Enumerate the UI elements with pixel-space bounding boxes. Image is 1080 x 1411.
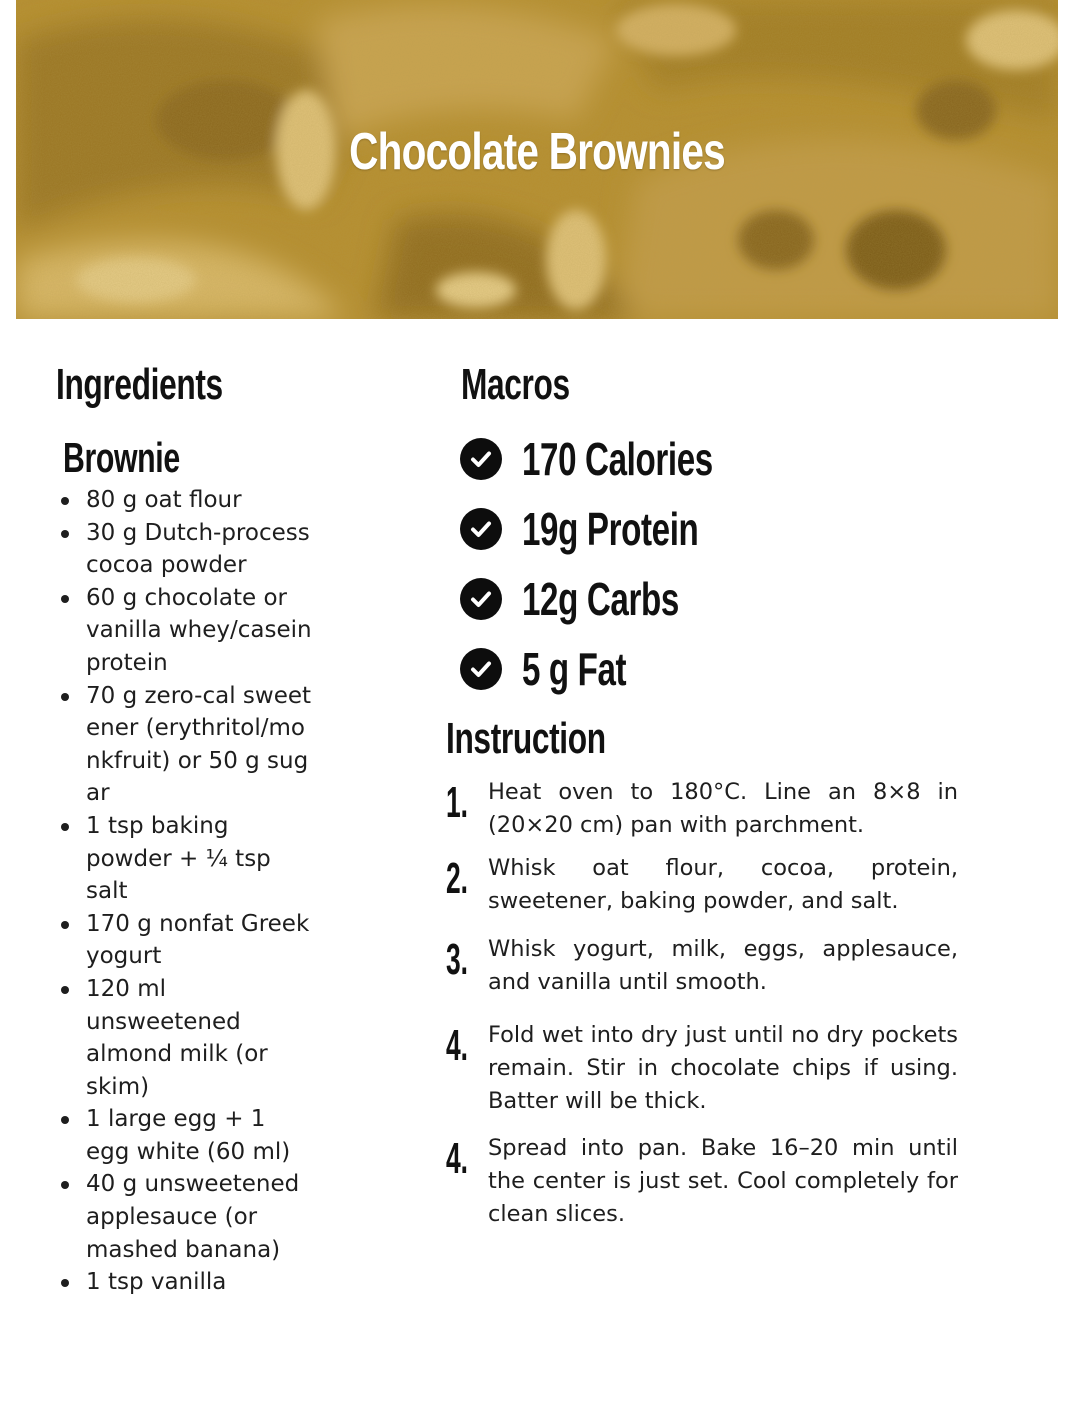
step-text: Spread into pan. Bake 16–20 min until the center is just set. Cool completely for clean slices.: [488, 1135, 958, 1227]
list-item: 80 g oat flour: [56, 484, 316, 517]
instruction-heading: Instruction: [446, 714, 606, 763]
list-item: 120 ml unsweetened almond milk (or skim): [56, 973, 316, 1103]
macro-label: 19g Protein: [522, 503, 699, 555]
step-text: Fold wet into dry just until no dry pockets remain. Stir in chocolate chips if using. Batter will be thick.: [488, 1022, 958, 1114]
macro-label: 12g Carbs: [522, 573, 679, 625]
step-text: Whisk oat flour, cocoa, protein, sweetener, baking powder, and salt.: [488, 855, 958, 914]
step-text: Whisk yogurt, milk, eggs, applesauce, and vanilla until smooth.: [488, 936, 958, 995]
list-item: 170 g nonfat Greek yogurt: [56, 908, 316, 973]
brownie-subheading: Brownie: [63, 434, 180, 481]
step-number: 4.: [446, 1134, 469, 1183]
check-circle-icon: [460, 508, 502, 550]
list-item: 1 large egg + 1 egg white (60 ml): [56, 1103, 316, 1168]
ingredients-heading: Ingredients: [56, 360, 223, 409]
list-item: 1 tsp baking powder + ¼ tsp salt: [56, 810, 316, 908]
list-item: 1 tsp vanilla: [56, 1266, 316, 1299]
list-item: 60 g chocolate or vanilla whey/casein protein: [56, 582, 316, 680]
macro-protein: [460, 504, 767, 554]
macro-fat: [460, 644, 667, 694]
macro-calories: [460, 434, 787, 484]
check-circle-icon: [460, 648, 502, 690]
macro-label: 170 Calories: [522, 433, 713, 485]
macros-heading: Macros: [461, 360, 570, 409]
macro-label: 5 g Fat: [522, 643, 627, 695]
list-item: 30 g Dutch-process cocoa powder: [56, 517, 316, 582]
step-number: 1.: [446, 778, 469, 827]
header-banner: [16, 0, 1058, 319]
step-number: 2.: [446, 854, 469, 903]
step-text: Heat oven to 180°C. Line an 8×8 in (20×20 cm) pan with parchment.: [488, 779, 958, 838]
step-number: 3.: [446, 935, 469, 984]
list-item: 40 g unsweetened applesauce (or mashed banana): [56, 1168, 316, 1266]
recipe-title: Chocolate Brownies: [349, 123, 725, 181]
step-number: 4.: [446, 1021, 469, 1070]
list-item: 70 g zero-cal sweetener (erythritol/monkfruit) or 50 g sugar: [56, 680, 316, 810]
check-circle-icon: [460, 578, 502, 620]
check-circle-icon: [460, 438, 502, 480]
ingredient-list: [56, 484, 316, 1299]
macro-carbs: [460, 574, 740, 624]
